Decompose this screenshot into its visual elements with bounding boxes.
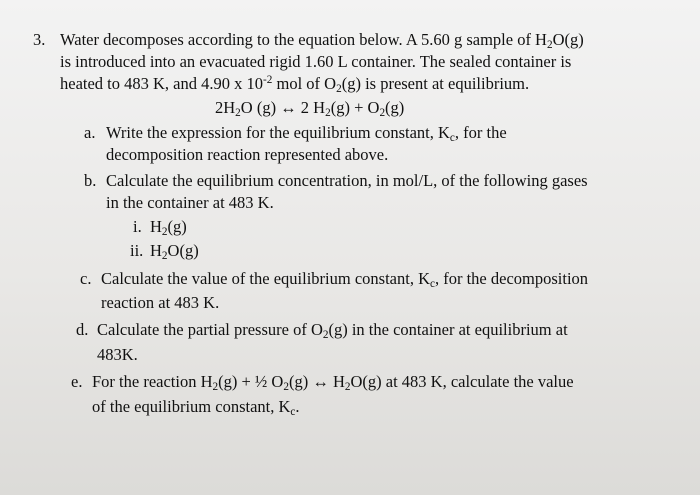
part-a-label: a. (84, 123, 96, 142)
part-b-i-label: i. (133, 217, 142, 236)
part-e-label: e. (71, 372, 83, 391)
part-e-line-2: of the equilibrium constant, $K_c$. (92, 397, 300, 419)
question-intro-line-3: heated to 483 K, and 4.90 x $10^{-2}$ mol of $O_2(g)$ is present at equilibrium. (60, 73, 530, 96)
part-b-i-text: $H_2(g)$ (150, 217, 187, 239)
part-d-label: d. (76, 320, 89, 339)
part-e-line-1: For the reaction $H_2(g)$ + ½ $O_2(g)$ ↔ $H_2O(g)$ at 483 K, calculate the value (92, 372, 574, 394)
question-number: 3. (33, 30, 46, 49)
part-b-ii-text: $H_2O(g)$ (150, 241, 199, 263)
part-d-line-2: 483K. (97, 345, 138, 364)
question-intro-line-1: Water decomposes according to the equation below. A 5.60 g sample of $H_2O(g)$ (60, 30, 584, 52)
reaction-equation: $2H_2O$ (g) ↔ 2 $H_2(g) + O_2(g)$ (215, 98, 405, 120)
part-b-ii-label: ii. (130, 241, 144, 260)
part-a-line-2: decomposition reaction represented above. (106, 145, 389, 164)
part-c-label: c. (80, 269, 92, 288)
part-c-line-1: Calculate the value of the equilibrium constant, $K_c$, for the decomposition (101, 269, 589, 291)
question-intro-line-2: is introduced into an evacuated rigid 1.60 L container. The sealed container is (60, 52, 572, 71)
part-b-line-1: Calculate the equilibrium concentration, in mol/L, of the following gases (106, 171, 588, 190)
part-b-label: b. (84, 171, 97, 190)
part-c-line-2: reaction at 483 K. (101, 293, 220, 312)
part-d-line-1: Calculate the partial pressure of $O_2(g)$ in the container at equilibrium at (97, 320, 568, 342)
part-b-line-2: in the container at 483 K. (106, 193, 274, 212)
part-a-line-1: Write the expression for the equilibrium constant, $K_c$, for the (106, 123, 507, 145)
